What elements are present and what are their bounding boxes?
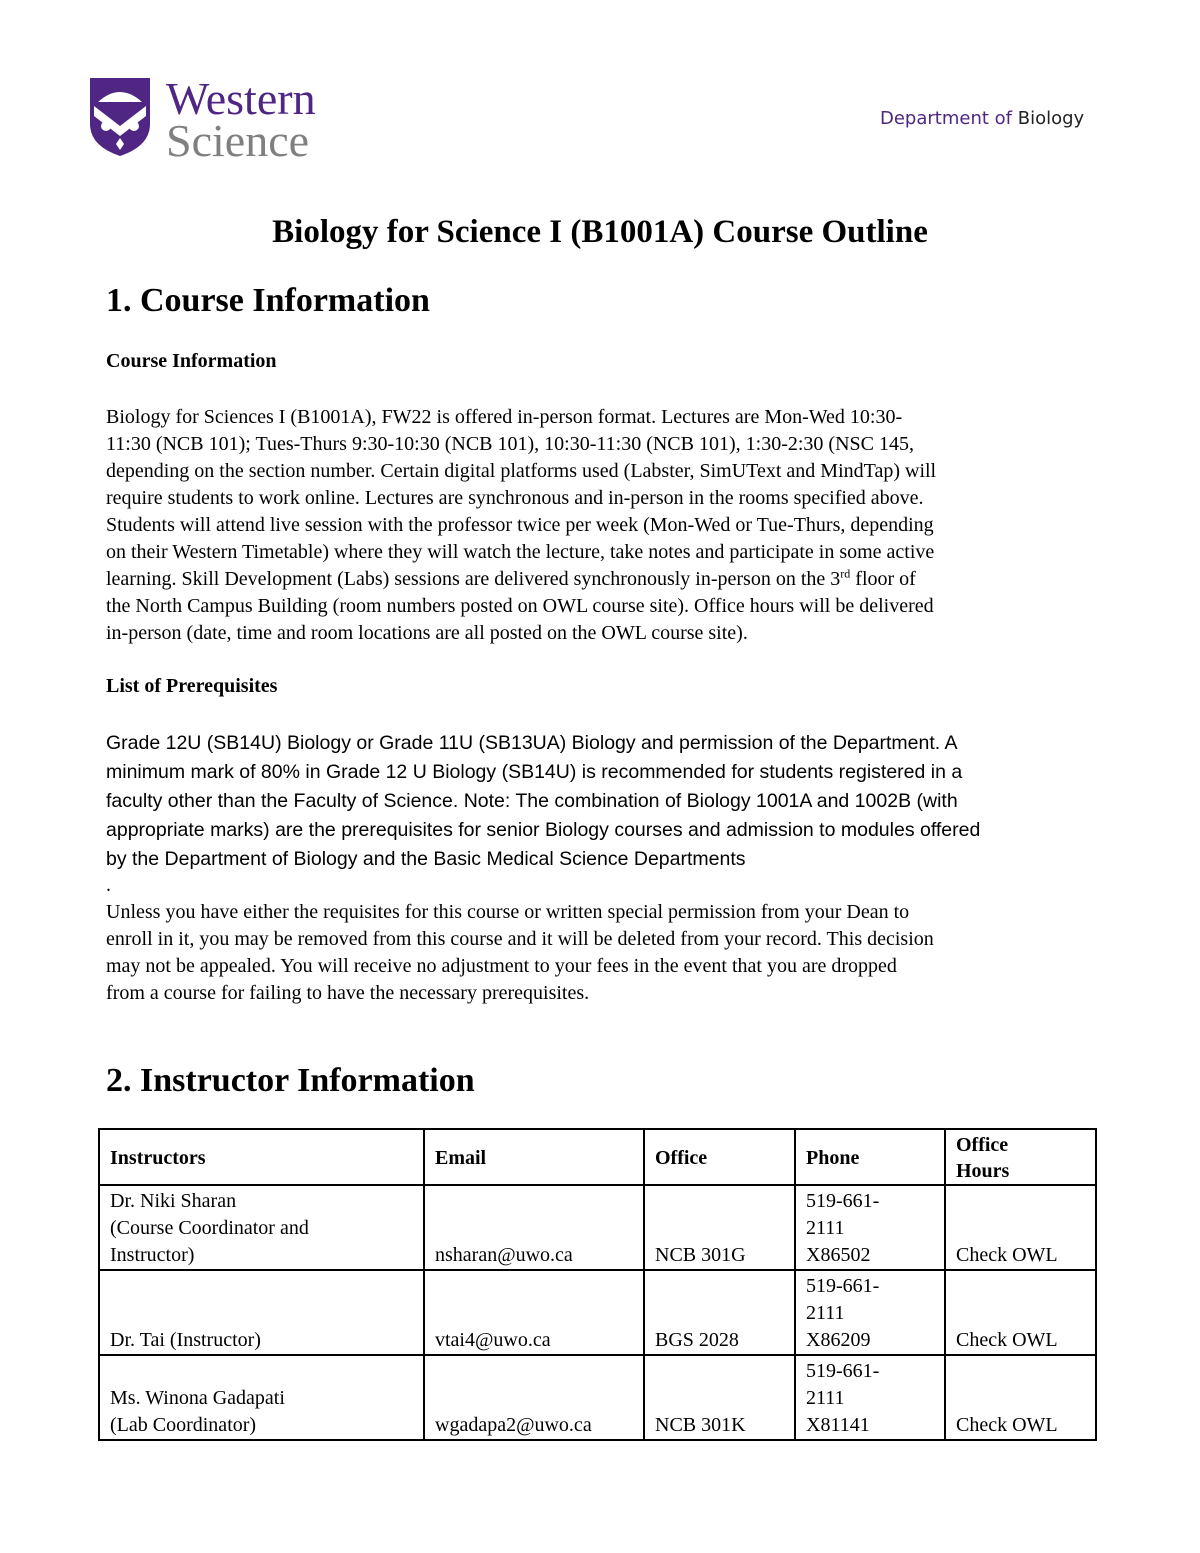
dept-name: Biology	[1017, 108, 1085, 129]
text-line: in-person (date, time and room locations are all posted on the OWL course site).	[106, 622, 748, 644]
course-info-subheading: Course Information	[106, 350, 277, 372]
email-cell[interactable]: vtai4@uwo.ca	[424, 1270, 644, 1355]
cell-line: Ms. Winona Gadapati	[110, 1387, 285, 1409]
text-line: require students to work online. Lectures are synchronous and in-person in the rooms specified above.	[106, 487, 924, 509]
email-cell[interactable]: wgadapa2@uwo.ca	[424, 1355, 644, 1440]
text-line: faculty other than the Faculty of Science. Note: The combination of Biology 1001A and 1002B (with	[106, 790, 958, 812]
table-row	[99, 1355, 1096, 1440]
office-hours-cell: Check OWL	[945, 1355, 1096, 1440]
text-line: on their Western Timetable) where they will watch the lecture, take notes and participate in some active	[106, 541, 935, 563]
table-row	[99, 1270, 1096, 1355]
instructor-name-cell	[99, 1270, 424, 1355]
text-line: 11:30 (NCB 101); Tues-Thurs 9:30-10:30 (NCB 101), 10:30-11:30 (NCB 101), 1:30-2:30 (NSC 145,	[106, 433, 914, 455]
cell-line: (Course Coordinator and	[110, 1217, 309, 1239]
section2-heading: 2. Instructor Information	[106, 1062, 475, 1099]
text-line: Biology for Sciences I (B1001A), FW22 is offered in-person format. Lectures are Mon-Wed 10:30-	[106, 406, 903, 428]
cell-line: X81141	[806, 1414, 870, 1436]
text-line: Grade 12U (SB14U) Biology or Grade 11U (SB13UA) Biology and permission of the Department. A	[106, 732, 958, 754]
text-line: may not be appealed. You will receive no adjustment to your fees in the event that you are dropped	[106, 955, 897, 977]
instructor-table	[98, 1128, 1097, 1441]
superscript: rd	[840, 566, 851, 581]
cell-line: 2111	[806, 1217, 845, 1239]
phone-cell	[795, 1270, 945, 1355]
cell-line: Dr. Tai (Instructor)	[110, 1329, 261, 1351]
cell-line: Instructor)	[110, 1244, 195, 1266]
section1-heading: 1. Course Information	[106, 282, 430, 319]
cell-line: (Lab Coordinator)	[110, 1414, 257, 1436]
text-line: enroll in it, you may be removed from this course and it will be deleted from your record. This decision	[106, 928, 934, 950]
cell-line: X86502	[806, 1244, 871, 1266]
logo-science: Science	[166, 115, 310, 166]
text-line	[106, 566, 936, 593]
prerequisites-subheading: List of Prerequisites	[106, 675, 278, 697]
prerequisites-paragraph	[106, 729, 980, 874]
cell-line: X86209	[806, 1329, 871, 1351]
requisites-warning-paragraph	[106, 872, 934, 1007]
instructor-name-cell	[99, 1185, 424, 1270]
text-line: the North Campus Building (room numbers posted on OWL course site). Office hours will be delivered	[106, 595, 934, 617]
text-line: by the Department of Biology and the Basic Medical Science Departments	[106, 848, 746, 870]
col-header-office: Office	[644, 1129, 795, 1185]
office-hours-cell: Check OWL	[945, 1270, 1096, 1355]
office-cell: NCB 301G	[644, 1185, 795, 1270]
text-line: Students will attend live session with the professor twice per week (Mon-Wed or Tue-Thurs, depending	[106, 514, 934, 536]
text-line: from a course for failing to have the necessary prerequisites.	[106, 982, 590, 1004]
email-cell[interactable]: nsharan@uwo.ca	[424, 1185, 644, 1270]
document-title: Biology for Science I (B1001A) Course Outline	[272, 214, 928, 250]
course-info-paragraph	[106, 404, 936, 647]
cell-line: 519-661-	[806, 1190, 880, 1212]
dept-prefix: Department of	[880, 108, 1012, 129]
department-label	[880, 108, 1084, 129]
cell-line: 519-661-	[806, 1360, 880, 1382]
table-header-row	[99, 1129, 1096, 1185]
cell-line: 2111	[806, 1387, 845, 1409]
text-span: learning. Skill Development (Labs) sessions are delivered synchronously in-person on the 3	[106, 568, 841, 590]
text-line: Unless you have either the requisites for this course or written special permission from your Dean to	[106, 901, 910, 923]
col-header-phone: Phone	[795, 1129, 945, 1185]
col-header-email: Email	[424, 1129, 644, 1185]
instructor-name-cell	[99, 1355, 424, 1440]
office-cell: BGS 2028	[644, 1270, 795, 1355]
text-line: .	[106, 874, 111, 896]
text-line: depending on the section number. Certain digital platforms used (Labster, SimUText and MindTap) will	[106, 460, 937, 482]
cell-line: Dr. Niki Sharan	[110, 1190, 237, 1212]
col-header-instructors: Instructors	[99, 1129, 424, 1185]
logo-western: Western	[166, 73, 316, 124]
text-line: appropriate marks) are the prerequisites for senior Biology courses and admission to modules offered	[106, 819, 981, 841]
text-span: floor of	[850, 568, 916, 590]
text-line: minimum mark of 80% in Grade 12 U Biology (SB14U) is recommended for students registered in a	[106, 761, 963, 783]
table-row	[99, 1185, 1096, 1270]
office-cell: NCB 301K	[644, 1355, 795, 1440]
phone-cell	[795, 1185, 945, 1270]
phone-cell	[795, 1355, 945, 1440]
western-science-logo	[88, 73, 338, 166]
western-crest-icon	[88, 76, 152, 158]
col-header-office-hours: Office Hours	[945, 1129, 1096, 1185]
cell-line: 2111	[806, 1302, 845, 1324]
cell-line: 519-661-	[806, 1275, 880, 1297]
office-hours-cell: Check OWL	[945, 1185, 1096, 1270]
